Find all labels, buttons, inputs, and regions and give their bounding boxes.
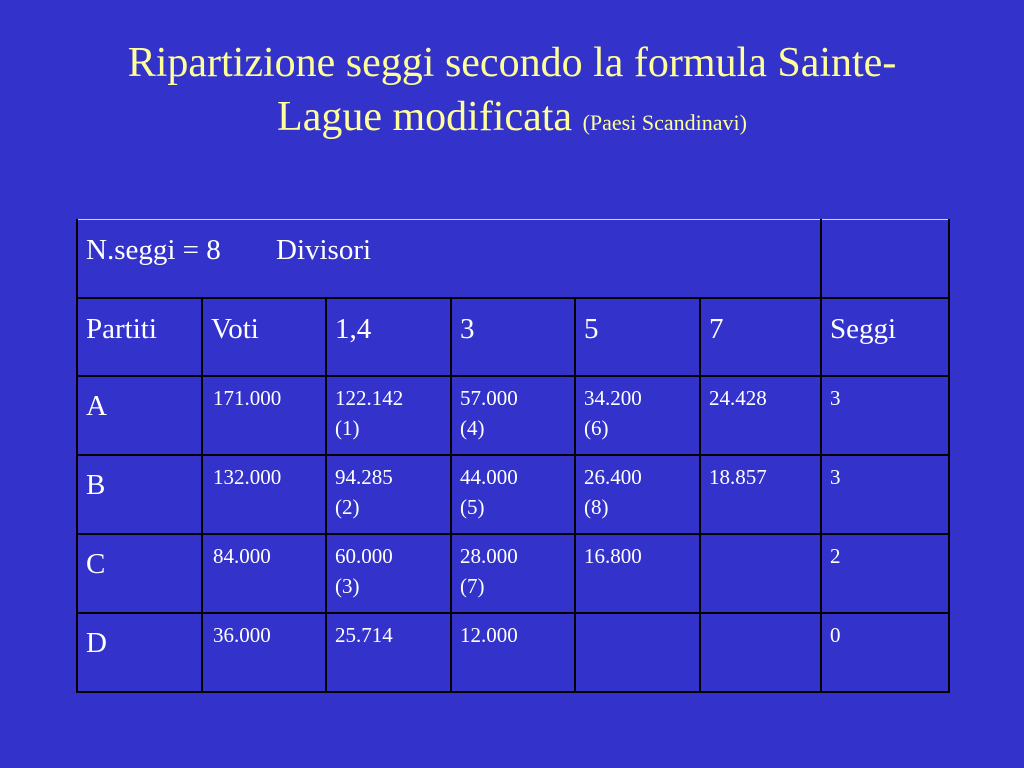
seats-divisors-cell	[77, 220, 821, 298]
seats-cell: 3	[821, 376, 949, 455]
divisors-label: Divisori	[276, 234, 372, 266]
quotient-value: 122.142	[335, 385, 404, 410]
table-row	[77, 455, 949, 534]
seat-rank: (7)	[460, 573, 485, 598]
divisor-3-cell	[451, 534, 575, 613]
party-cell: B	[77, 455, 202, 534]
seats-cell: 0	[821, 613, 949, 692]
divisor-7-cell	[700, 534, 821, 613]
top-right-empty-cell	[821, 220, 949, 298]
divisor-5-cell	[575, 376, 700, 455]
table-row	[77, 376, 949, 455]
votes-cell: 84.000	[202, 534, 326, 613]
header-votes: Voti	[202, 298, 326, 376]
divisor-1-4-cell	[326, 376, 451, 455]
seat-rank: (2)	[335, 494, 360, 519]
header-parties: Partiti	[77, 298, 202, 376]
header-divisor-1-4: 1,4	[326, 298, 451, 376]
votes-cell: 171.000	[202, 376, 326, 455]
seat-rank: (3)	[335, 573, 360, 598]
divisor-1-4-cell	[326, 613, 451, 692]
votes-cell: 132.000	[202, 455, 326, 534]
divisor-7-cell	[700, 455, 821, 534]
divisor-7-cell	[700, 613, 821, 692]
quotient-value: 26.400	[584, 464, 642, 489]
divisor-5-cell	[575, 455, 700, 534]
divisor-3-cell	[451, 376, 575, 455]
table-header-row	[77, 298, 949, 376]
slide-title	[0, 36, 1024, 150]
divisor-3-cell	[451, 613, 575, 692]
party-cell: C	[77, 534, 202, 613]
party-cell: D	[77, 613, 202, 692]
header-divisor-7: 7	[700, 298, 821, 376]
quotient-value: 28.000	[460, 543, 518, 568]
title-line-1: Ripartizione seggi secondo la formula Sainte-	[127, 40, 897, 86]
seats-cell: 3	[821, 455, 949, 534]
divisor-3-cell	[451, 455, 575, 534]
table-top-row	[77, 220, 949, 298]
title-main-text: Lague modificata	[277, 94, 573, 140]
header-seats: Seggi	[821, 298, 949, 376]
table-row	[77, 534, 949, 613]
quotient-value: 94.285	[335, 464, 393, 489]
quotient-value: 57.000	[460, 385, 518, 410]
seat-rank: (8)	[584, 494, 609, 519]
seat-rank: (1)	[335, 415, 360, 440]
title-line-2	[0, 90, 1024, 150]
quotient-value: 60.000	[335, 543, 393, 568]
divisor-5-cell	[575, 613, 700, 692]
quotient-value: 34.200	[584, 385, 642, 410]
divisor-1-4-cell	[326, 455, 451, 534]
quotient-value: 44.000	[460, 464, 518, 489]
votes-cell: 36.000	[202, 613, 326, 692]
divisor-5-cell	[575, 534, 700, 613]
seat-rank: (5)	[460, 494, 485, 519]
divisor-7-cell	[700, 376, 821, 455]
title-subtitle: (Paesi Scandinavi)	[582, 110, 747, 135]
seats-cell: 2	[821, 534, 949, 613]
header-divisor-3: 3	[451, 298, 575, 376]
table-row	[77, 613, 949, 692]
quotient-value: 25.714	[335, 622, 393, 647]
quotient-value: 16.800	[584, 543, 642, 568]
quotient-value: 24.428	[709, 385, 767, 410]
header-divisor-5: 5	[575, 298, 700, 376]
seat-rank: (6)	[584, 415, 609, 440]
seat-rank: (4)	[460, 415, 485, 440]
party-cell: A	[77, 376, 202, 455]
quotient-value: 12.000	[460, 622, 518, 647]
total-seats-label: N.seggi = 8	[86, 234, 221, 266]
divisor-1-4-cell	[326, 534, 451, 613]
seat-allocation-table	[76, 219, 950, 693]
quotient-value: 18.857	[709, 464, 767, 489]
